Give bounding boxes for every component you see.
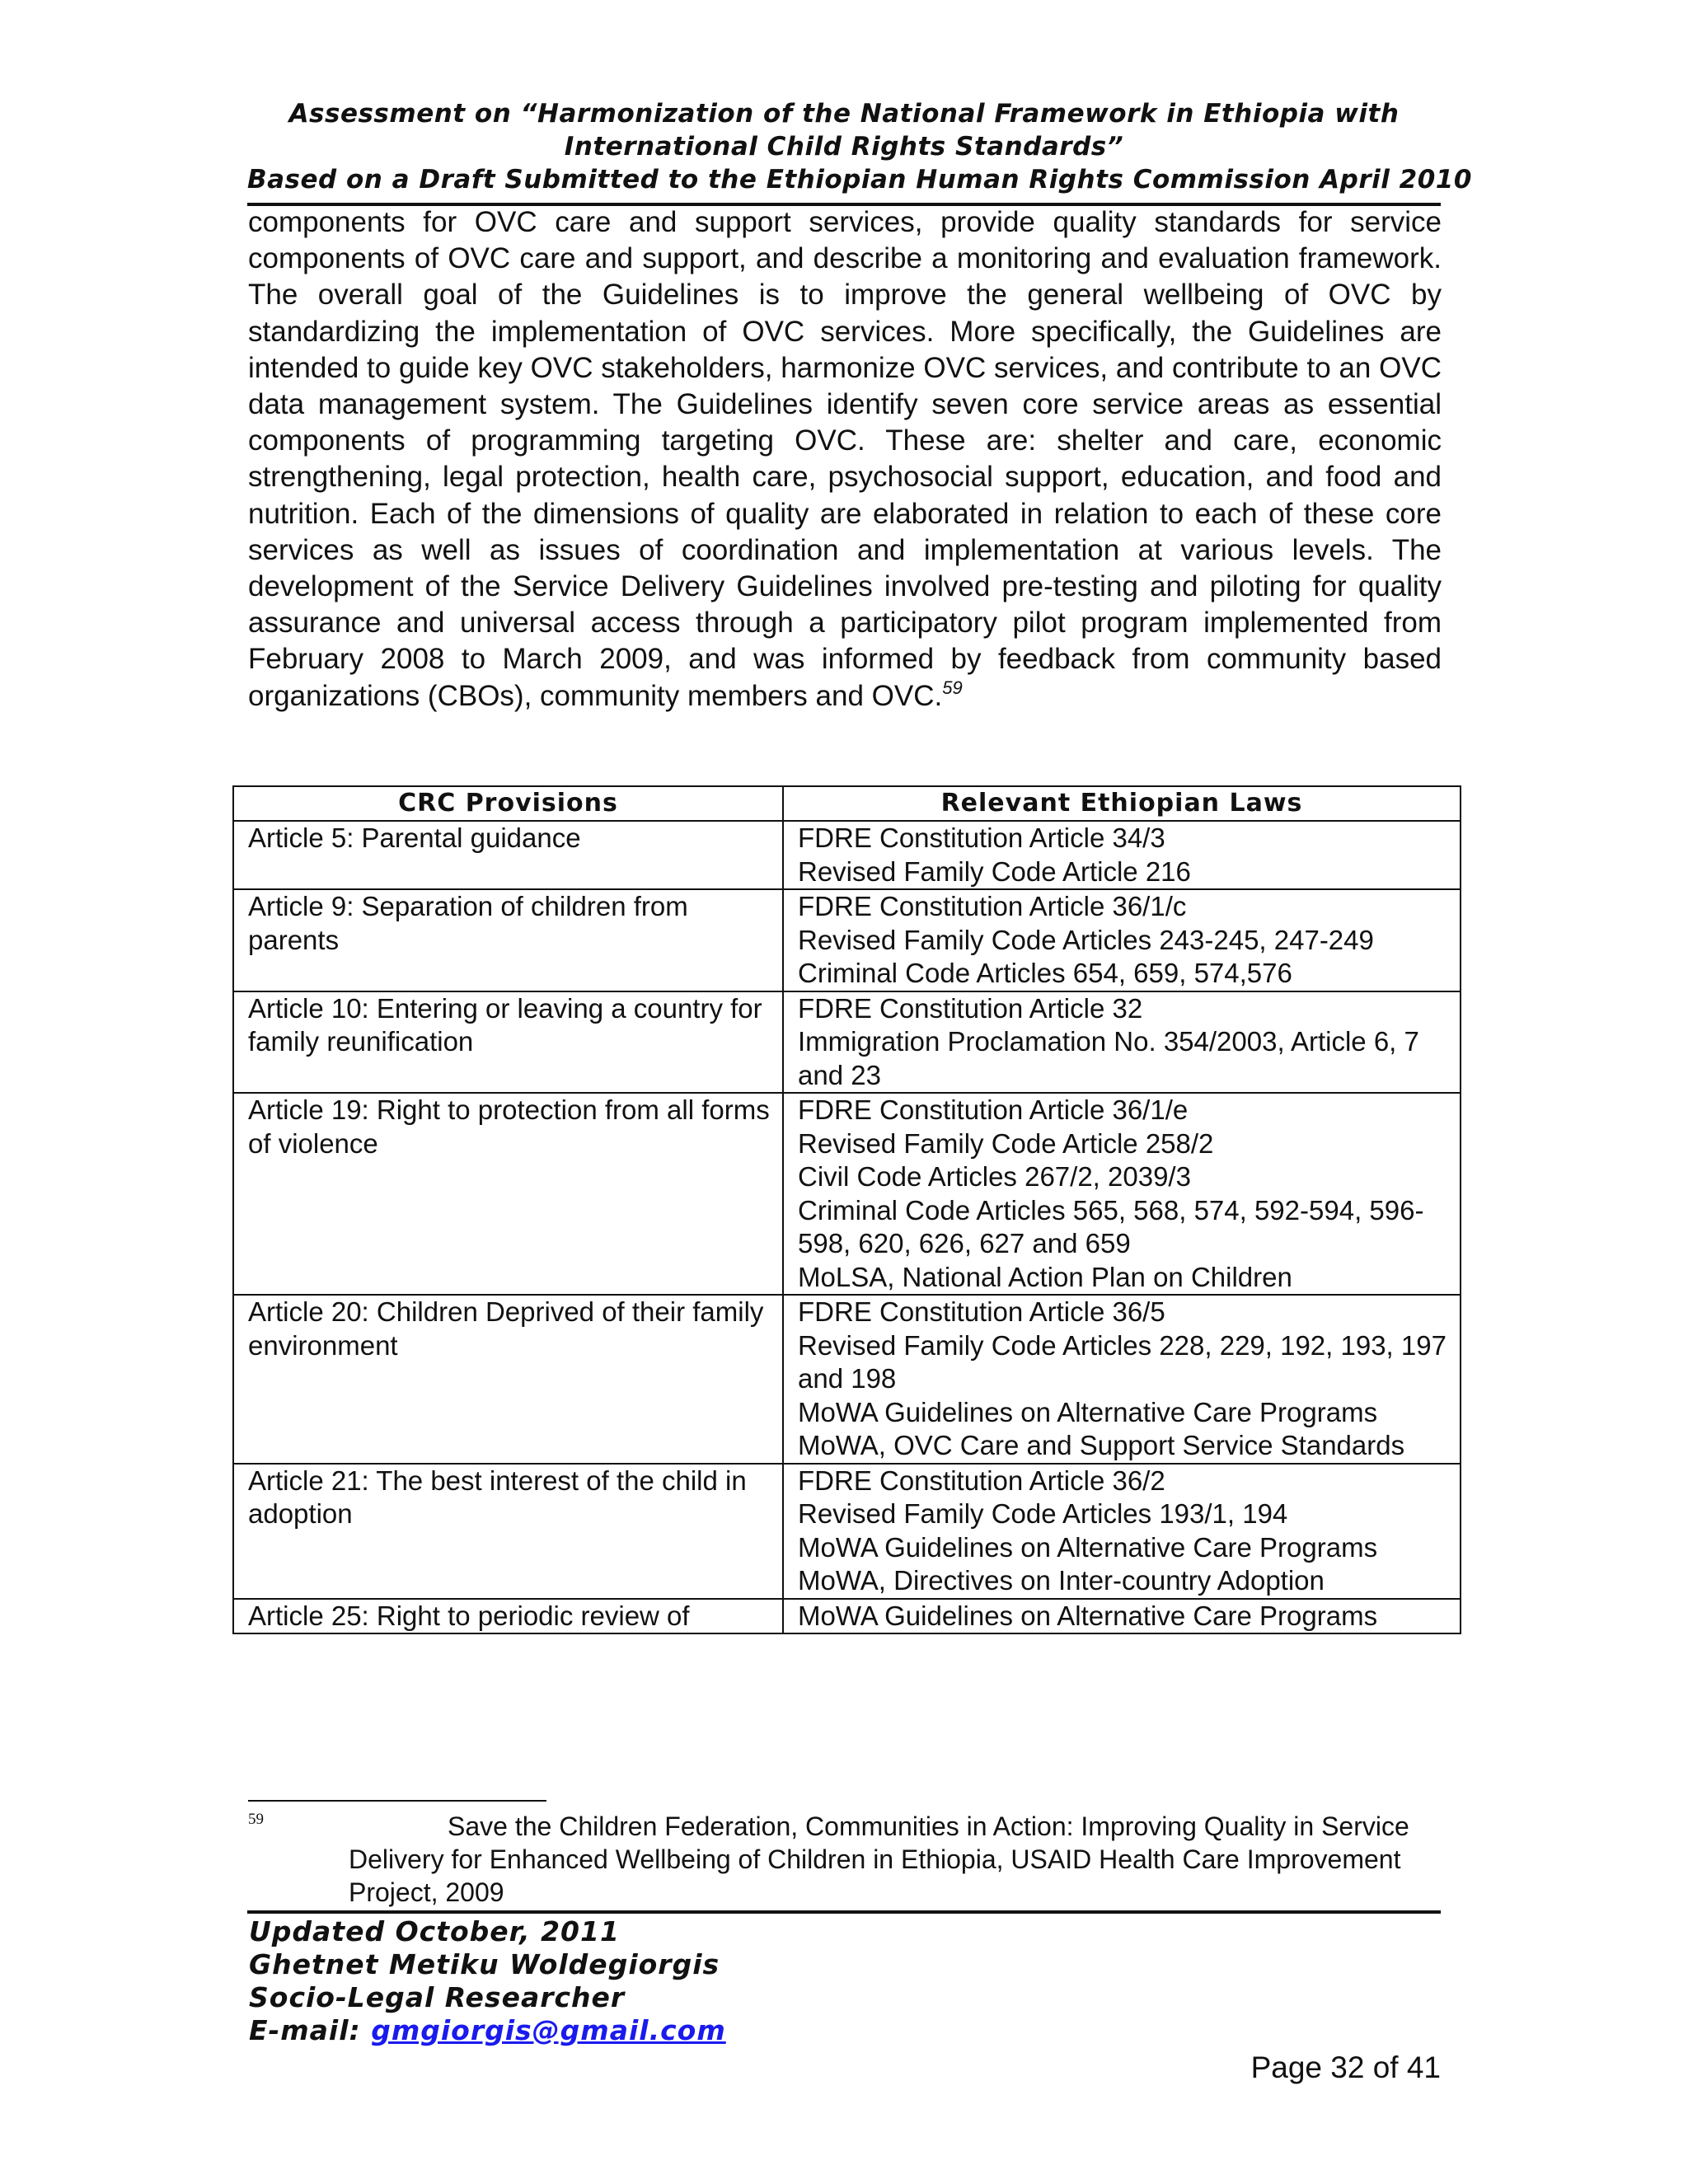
law-reference: Revised Family Code Article 216 [798, 855, 1191, 887]
crc-provision-cell: Article 5: Parental guidance [233, 821, 783, 889]
table-row [233, 1464, 1461, 1599]
ethiopian-laws-cell [783, 1295, 1461, 1464]
footer-author-name: Ghetnet Metiku Woldegiorgis [249, 1948, 720, 1980]
law-reference: MoWA Guidelines on Alternative Care Programs [798, 1531, 1378, 1563]
law-reference: FDRE Constitution Article 32 [798, 992, 1143, 1024]
law-reference: MoLSA, National Action Plan on Children [798, 1261, 1292, 1292]
footnote-reference: 59 [942, 677, 963, 698]
footnote-divider [248, 1800, 546, 1802]
law-reference: Revised Family Code Articles 228, 229, 192, 193, 197 and 198 [798, 1329, 1447, 1394]
crc-provisions-table [232, 785, 1461, 1634]
law-reference: Immigration Proclamation No. 354/2003, Article 6, 7 and 23 [798, 1026, 1419, 1090]
header-title-line-1: Assessment on “Harmonization of the National Framework in Ethiopia with [288, 99, 1400, 129]
footer-email-label: E-mail: [249, 2014, 361, 2046]
footer-updated-date: Updated October, 2011 [249, 1915, 620, 1947]
ethiopian-laws-cell [783, 889, 1461, 991]
law-reference: Revised Family Code Article 258/2 [798, 1127, 1214, 1159]
footer-author-role: Socio-Legal Researcher [249, 1981, 626, 2013]
table-row [233, 821, 1461, 889]
ethiopian-laws-cell [783, 1464, 1461, 1599]
law-reference: Revised Family Code Articles 193/1, 194 [798, 1498, 1288, 1529]
column-header-crc-provisions: CRC Provisions [233, 786, 783, 821]
crc-provision-cell: Article 25: Right to periodic review of [233, 1599, 783, 1634]
crc-provision-cell: Article 9: Separation of children from parents [233, 889, 783, 991]
page-number: Page 32 of 41 [1250, 2050, 1441, 2084]
footnote-number: 59 [248, 1811, 264, 1828]
law-reference: FDRE Constitution Article 36/5 [798, 1296, 1165, 1327]
crc-provision-cell: Article 19: Right to protection from all forms of violence [233, 1093, 783, 1295]
footer-divider [247, 1910, 1441, 1914]
footnote-text: Save the Children Federation, Communities in Action: Improving Quality in Service Delivery for Enhanced Wellbeing of Children in Ethiopia, USAID Health Care Improvement Project, 2009 [349, 1811, 1409, 1907]
law-reference: Civil Code Articles 267/2, 2039/3 [798, 1161, 1191, 1192]
header-title-line-2: International Child Rights Standards” [564, 132, 1124, 162]
law-reference: MoWA, Directives on Inter-country Adoption [798, 1565, 1325, 1596]
ethiopian-laws-cell [783, 1599, 1461, 1634]
table-row [233, 991, 1461, 1094]
table-row [233, 1599, 1461, 1634]
law-reference: MoWA Guidelines on Alternative Care Programs [798, 1396, 1378, 1427]
table-row [233, 1093, 1461, 1295]
law-reference: FDRE Constitution Article 36/1/e [798, 1094, 1189, 1125]
law-reference: Criminal Code Articles 654, 659, 574,576 [798, 958, 1292, 988]
header-subtitle: Based on a Draft Submitted to the Ethiopian Human Rights Commission April 2010 [247, 165, 1472, 194]
law-reference: Criminal Code Articles 565, 568, 574, 592-594, 596-598, 620, 626, 627 and 659 [798, 1194, 1424, 1258]
law-reference: FDRE Constitution Article 36/2 [798, 1465, 1165, 1496]
footer-email-link[interactable]: gmgiorgis@gmail.com [371, 2014, 726, 2046]
footer-author-block [249, 1915, 726, 2047]
table-body [233, 821, 1461, 1633]
body-paragraph-text: components for OVC care and support services, provide quality standards for service components of OVC care and support, and describe a monitoring and evaluation framework. The overall goal of the Guidelines is to improve the general wellbeing of OVC by standardizing the implementation of OVC services. More specifically, the Guidelines are intended to guide key OVC stakeholders, harmonize OVC services, and contribute to an OVC data management system. The Guidelines identify seven core service areas as essential components of programming targeting OVC. These are: shelter and care, economic strengthening, legal protection, health care, psychosocial support, education, and food and nutrition. Each of the dimensions of quality are elaborated in relation to each of these core services as well as issues of coordination and implementation at various levels. The development of the Service Delivery Guidelines involved pre-testing and piloting for quality assurance and universal access through a participatory pilot program implemented from February 2008 to March 2009, and was informed by feedback from community based organizations (CBOs), community members and OVC. [248, 206, 1442, 712]
footer-email-line [249, 2014, 726, 2047]
crc-provision-cell: Article 20: Children Deprived of their family environment [233, 1295, 783, 1464]
ethiopian-laws-cell [783, 821, 1461, 889]
table-header-row [233, 786, 1461, 821]
law-reference: MoWA Guidelines on Alternative Care Programs [798, 1600, 1378, 1631]
law-reference: MoWA, OVC Care and Support Service Standards [798, 1430, 1405, 1460]
law-reference: FDRE Constitution Article 36/1/c [798, 891, 1187, 921]
crc-provision-cell: Article 21: The best interest of the child in adoption [233, 1464, 783, 1599]
law-reference: FDRE Constitution Article 34/3 [798, 823, 1165, 853]
table-row [233, 1295, 1461, 1464]
column-header-ethiopian-laws: Relevant Ethiopian Laws [783, 786, 1461, 821]
ethiopian-laws-cell [783, 1093, 1461, 1295]
law-reference: Revised Family Code Articles 243-245, 247-249 [798, 924, 1374, 955]
footnote [248, 1810, 1418, 1909]
crc-provision-cell: Article 10: Entering or leaving a country for family reunification [233, 991, 783, 1094]
ethiopian-laws-cell [783, 991, 1461, 1094]
running-header [247, 97, 1472, 196]
table-row [233, 889, 1461, 991]
body-paragraph [248, 204, 1442, 715]
